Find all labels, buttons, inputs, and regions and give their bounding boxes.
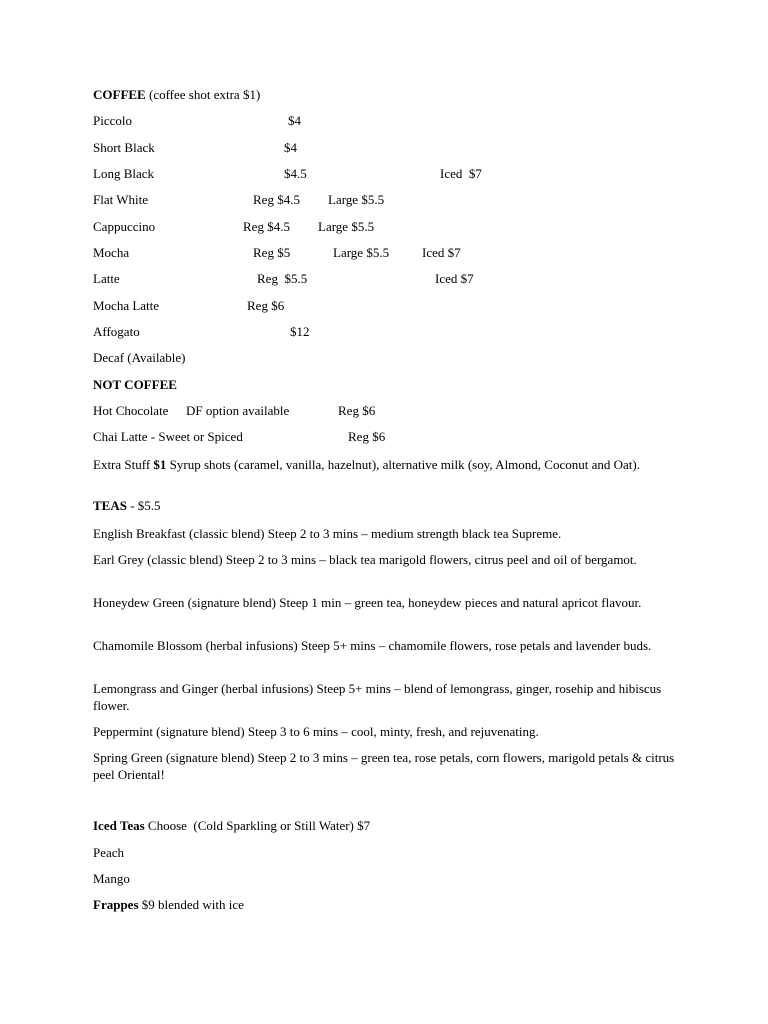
not-coffee-item-name: Hot Chocolate [93,403,169,418]
tea-item: Honeydew Green (signature blend) Steep 1 min – green tea, honeydew pieces and natural apricot flavour. [93,595,642,610]
coffee-note: (coffee shot extra $1) [145,87,261,102]
coffee-item-reg: Reg $5.5 [257,271,308,286]
coffee-item-reg: Reg $6 [247,298,285,313]
tea-item: Peppermint (signature blend) Steep 3 to 6 mins – cool, minty, fresh, and rejuvenating. [93,724,539,739]
coffee-item-name: Affogato [93,324,140,339]
not-coffee-item-note: DF option available [186,403,290,418]
tea-item: Chamomile Blossom (herbal infusions) Steep 5+ mins – chamomile flowers, rose petals and lavender buds. [93,638,652,653]
coffee-item-price: $4.5 [284,166,307,181]
coffee-item-reg: Reg $4.5 [243,219,290,234]
coffee-item-name: Latte [93,271,120,286]
coffee-item-reg: Reg $4.5 [253,192,300,207]
iced-tea-item: Peach [93,845,125,860]
extra-stuff-label: Extra Stuff [93,457,151,472]
frappes-heading: Frappes [93,897,139,912]
coffee-item-name: Flat White [93,192,149,207]
coffee-item-name: Mocha Latte [93,298,160,313]
not-coffee-item-reg: Reg $6 [348,429,386,444]
coffee-heading: COFFEE [93,87,146,102]
teas-price: - $5.5 [126,498,161,513]
tea-item: Lemongrass and Ginger (herbal infusions) Steep 5+ mins – blend of lemongrass, ginger, rosehip and hibiscus flower. [93,681,662,713]
iced-teas-heading: Iced Teas [93,818,145,833]
coffee-item-large: Large $5.5 [328,192,385,207]
not-coffee-heading: NOT COFFEE [93,377,177,392]
frappes-text: $9 blended with ice [138,897,244,912]
coffee-item-reg: Reg $5 [253,245,291,260]
coffee-item-iced: Iced $7 [440,166,482,181]
coffee-item-iced: Iced $7 [435,271,474,286]
coffee-item-price: $4 [288,113,301,128]
teas-heading-line [93,498,161,514]
coffee-heading-line [93,87,260,103]
coffee-item-iced: Iced $7 [422,245,461,260]
extra-stuff-text: Syrup shots (caramel, vanilla, hazelnut), alternative milk (soy, Almond, Coconut and Oat). [166,457,640,472]
tea-item: Earl Grey (classic blend) Steep 2 to 3 mins – black tea marigold flowers, citrus peel and oil of bergamot. [93,552,637,567]
iced-teas-text: Choose (Cold Sparkling or Still Water) $7 [144,818,371,833]
extra-stuff-line [93,456,678,473]
extra-stuff-price: $1 [153,457,167,472]
tea-item: Spring Green (signature blend) Steep 2 to 3 mins – green tea, rose petals, corn flowers, marigold petals & citrus peel Oriental! [93,750,675,782]
not-coffee-item-name: Chai Latte - Sweet or Spiced [93,429,243,444]
coffee-item-large: Large $5.5 [318,219,375,234]
coffee-item-name: Short Black [93,140,155,155]
frappes-line [93,897,244,913]
iced-teas-heading-line [93,818,370,834]
coffee-item-name: Long Black [93,166,155,181]
coffee-item-large: Large $5.5 [333,245,390,260]
not-coffee-item-reg: Reg $6 [338,403,376,418]
coffee-item-name: Mocha [93,245,130,260]
teas-heading: TEAS [93,498,127,513]
coffee-item-price: $4 [284,140,297,155]
tea-item: English Breakfast (classic blend) Steep 2 to 3 mins – medium strength black tea Supreme. [93,526,562,541]
coffee-item-name: Cappuccino [93,219,156,234]
coffee-item-name: Decaf (Available) [93,350,186,365]
iced-tea-item: Mango [93,871,130,886]
coffee-item-price: $12 [290,324,310,339]
coffee-item-name: Piccolo [93,113,132,128]
